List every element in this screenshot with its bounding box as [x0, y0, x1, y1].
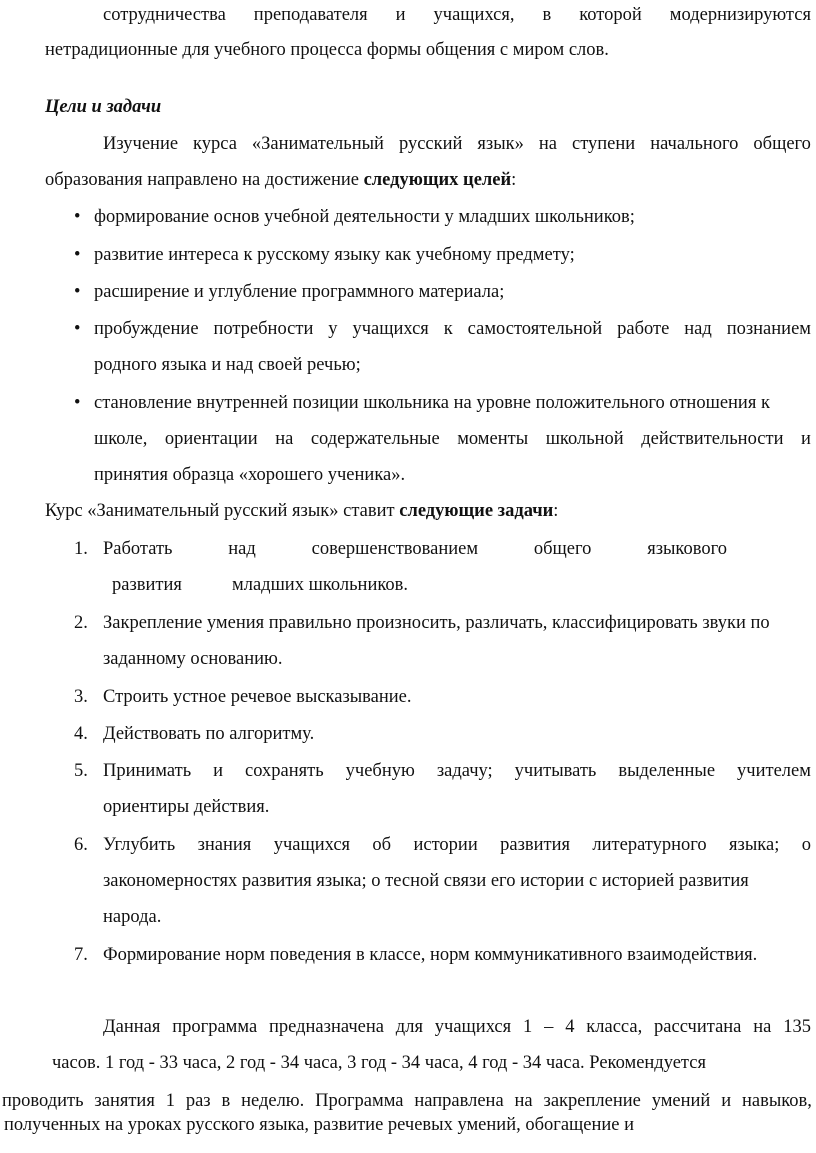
- bullet-marker: •: [74, 319, 81, 339]
- task-item-2: Закрепление умения правильно произносить, различать, классифицировать звуки по: [103, 613, 770, 633]
- goal-item-5-cont: школе, ориентации на содержательные моменты школьной действительности и: [94, 429, 811, 449]
- closing-line-2: часов. 1 год - 33 часа, 2 год - 34 часа, 3 год - 34 часа, 4 год - 34 часа. Рекомендуется: [52, 1053, 706, 1073]
- task-number: 6.: [74, 835, 88, 855]
- task-item-5: Принимать и сохранять учебную задачу; учитывать выделенные учителем: [103, 761, 811, 781]
- task-item-6: Углубить знания учащихся об истории развития литературного языка; о: [103, 835, 811, 855]
- task-item-6-cont: закономерностях развития языка; о тесной связи его истории с историей развития: [103, 871, 749, 891]
- task-item-5-cont: ориентиры действия.: [103, 797, 270, 817]
- bullet-marker: •: [74, 245, 81, 265]
- bullet-marker: •: [74, 207, 81, 227]
- task-number: 2.: [74, 613, 88, 633]
- task-item-3: Строить устное речевое высказывание.: [103, 687, 412, 707]
- bullet-marker: •: [74, 393, 81, 413]
- goals-emphasis: следующих целей: [363, 170, 512, 190]
- task-item-1: Работать над совершенствованием общего языкового: [103, 539, 727, 559]
- goals-para-line-1: Изучение курса «Занимательный русский язык» на ступени начального общего: [103, 134, 811, 154]
- task-number: 4.: [74, 724, 88, 744]
- goal-item-4-cont: родного языка и над своей речью;: [94, 355, 361, 375]
- task-item-1-cont-a: развития: [112, 575, 182, 595]
- task-item-7: Формирование норм поведения в классе, норм коммуникативного взаимодействия.: [103, 945, 758, 965]
- goals-para-line-2: образования направлено на достижение следующих целей:: [45, 170, 517, 190]
- goals-heading: Цели и задачи: [45, 97, 162, 117]
- task-number: 3.: [74, 687, 88, 707]
- goal-item-2: развитие интереса к русскому языку как учебному предмету;: [94, 245, 575, 265]
- tasks-emphasis: следующие задачи: [399, 501, 554, 521]
- goal-item-1: формирование основ учебной деятельности у младших школьников;: [94, 207, 635, 227]
- task-number: 7.: [74, 945, 88, 965]
- goal-item-3: расширение и углубление программного материала;: [94, 282, 505, 302]
- goal-item-5-cont-2: принятия образца «хорошего ученика».: [94, 465, 406, 485]
- tasks-intro: Курс «Занимательный русский язык» ставит следующие задачи:: [45, 501, 559, 521]
- task-item-1-cont-b: младших школьников.: [232, 575, 409, 595]
- intro-line-2: нетрадиционные для учебного процесса формы общения с миром слов.: [45, 40, 609, 60]
- task-item-4: Действовать по алгоритму.: [103, 724, 315, 744]
- closing-line-4: полученных на уроках русского языка, развитие речевых умений, обогащение и: [4, 1115, 635, 1135]
- intro-line-1: сотрудничества преподавателя и учащихся, в которой модернизируются: [103, 5, 811, 25]
- bullet-marker: •: [74, 282, 81, 302]
- task-number: 5.: [74, 761, 88, 781]
- task-number: 1.: [74, 539, 88, 559]
- task-item-6-cont-2: народа.: [103, 907, 162, 927]
- closing-line-3: проводить занятия 1 раз в неделю. Программа направлена на закрепление умений и навыков,: [2, 1091, 812, 1111]
- task-item-2-cont: заданному основанию.: [103, 649, 283, 669]
- goal-item-4: пробуждение потребности у учащихся к самостоятельной работе над познанием: [94, 319, 811, 339]
- closing-line-1: Данная программа предназначена для учащихся 1 – 4 класса, рассчитана на 135: [103, 1017, 811, 1037]
- goal-item-5: становление внутренней позиции школьника на уровне положительного отношения к: [94, 393, 770, 413]
